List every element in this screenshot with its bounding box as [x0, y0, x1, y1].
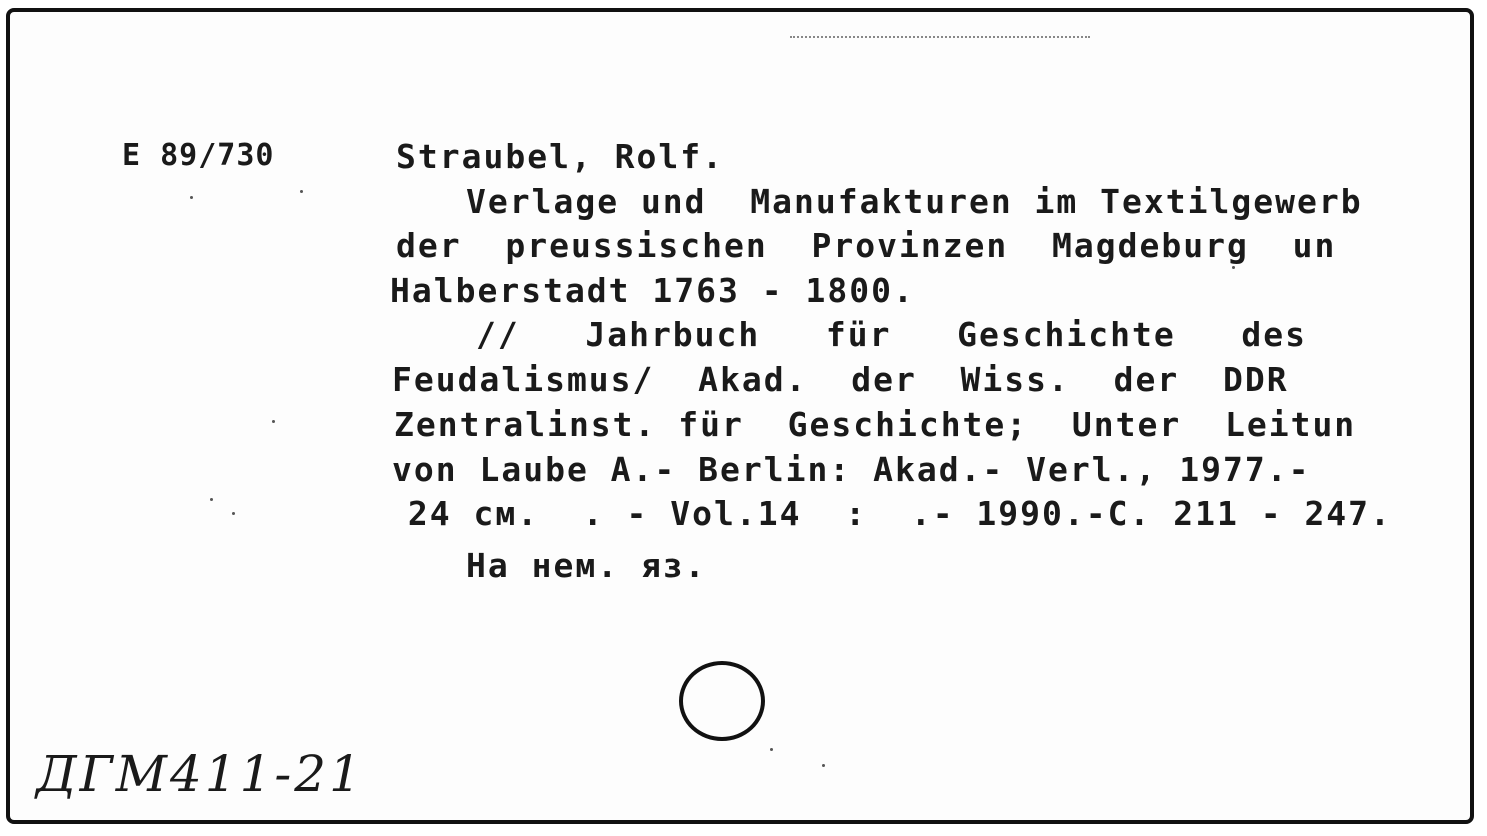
- speck: [232, 512, 235, 515]
- source-line-1: // Jahrbuch für Geschichte des: [476, 315, 1307, 354]
- source-line-2: Feudalismus/ Akad. der Wiss. der DDR: [392, 360, 1289, 399]
- speck: [210, 498, 213, 501]
- card-punch-hole: [679, 661, 765, 741]
- speck: [300, 190, 303, 193]
- top-dotted-mark: [790, 36, 1090, 38]
- speck: [272, 420, 275, 423]
- speck: [770, 748, 773, 751]
- speck: [1232, 266, 1235, 269]
- author-line: Straubel, Rolf.: [396, 137, 725, 176]
- language-note: На нем. яз.: [466, 546, 707, 585]
- speck: [822, 764, 825, 767]
- title-line-1: Verlage und Manufakturen im Textilgewerb: [466, 182, 1363, 221]
- handwritten-code: ДГМ411-21: [36, 745, 364, 803]
- title-line-3: Halberstadt 1763 - 1800.: [390, 271, 915, 310]
- source-line-5: 24 см. . - Vol.14 : .- 1990.-С. 211 - 247.: [386, 494, 1392, 533]
- shelf-mark: E 89/730: [122, 138, 275, 173]
- source-line-3: Zentralinst. für Geschichte; Unter Leitun: [394, 405, 1357, 444]
- source-line-4: von Laube A.- Berlin: Akad.- Verl., 1977.-: [392, 450, 1311, 489]
- speck: [190, 196, 193, 199]
- title-line-2: der preussischen Provinzen Magdeburg un: [396, 226, 1337, 265]
